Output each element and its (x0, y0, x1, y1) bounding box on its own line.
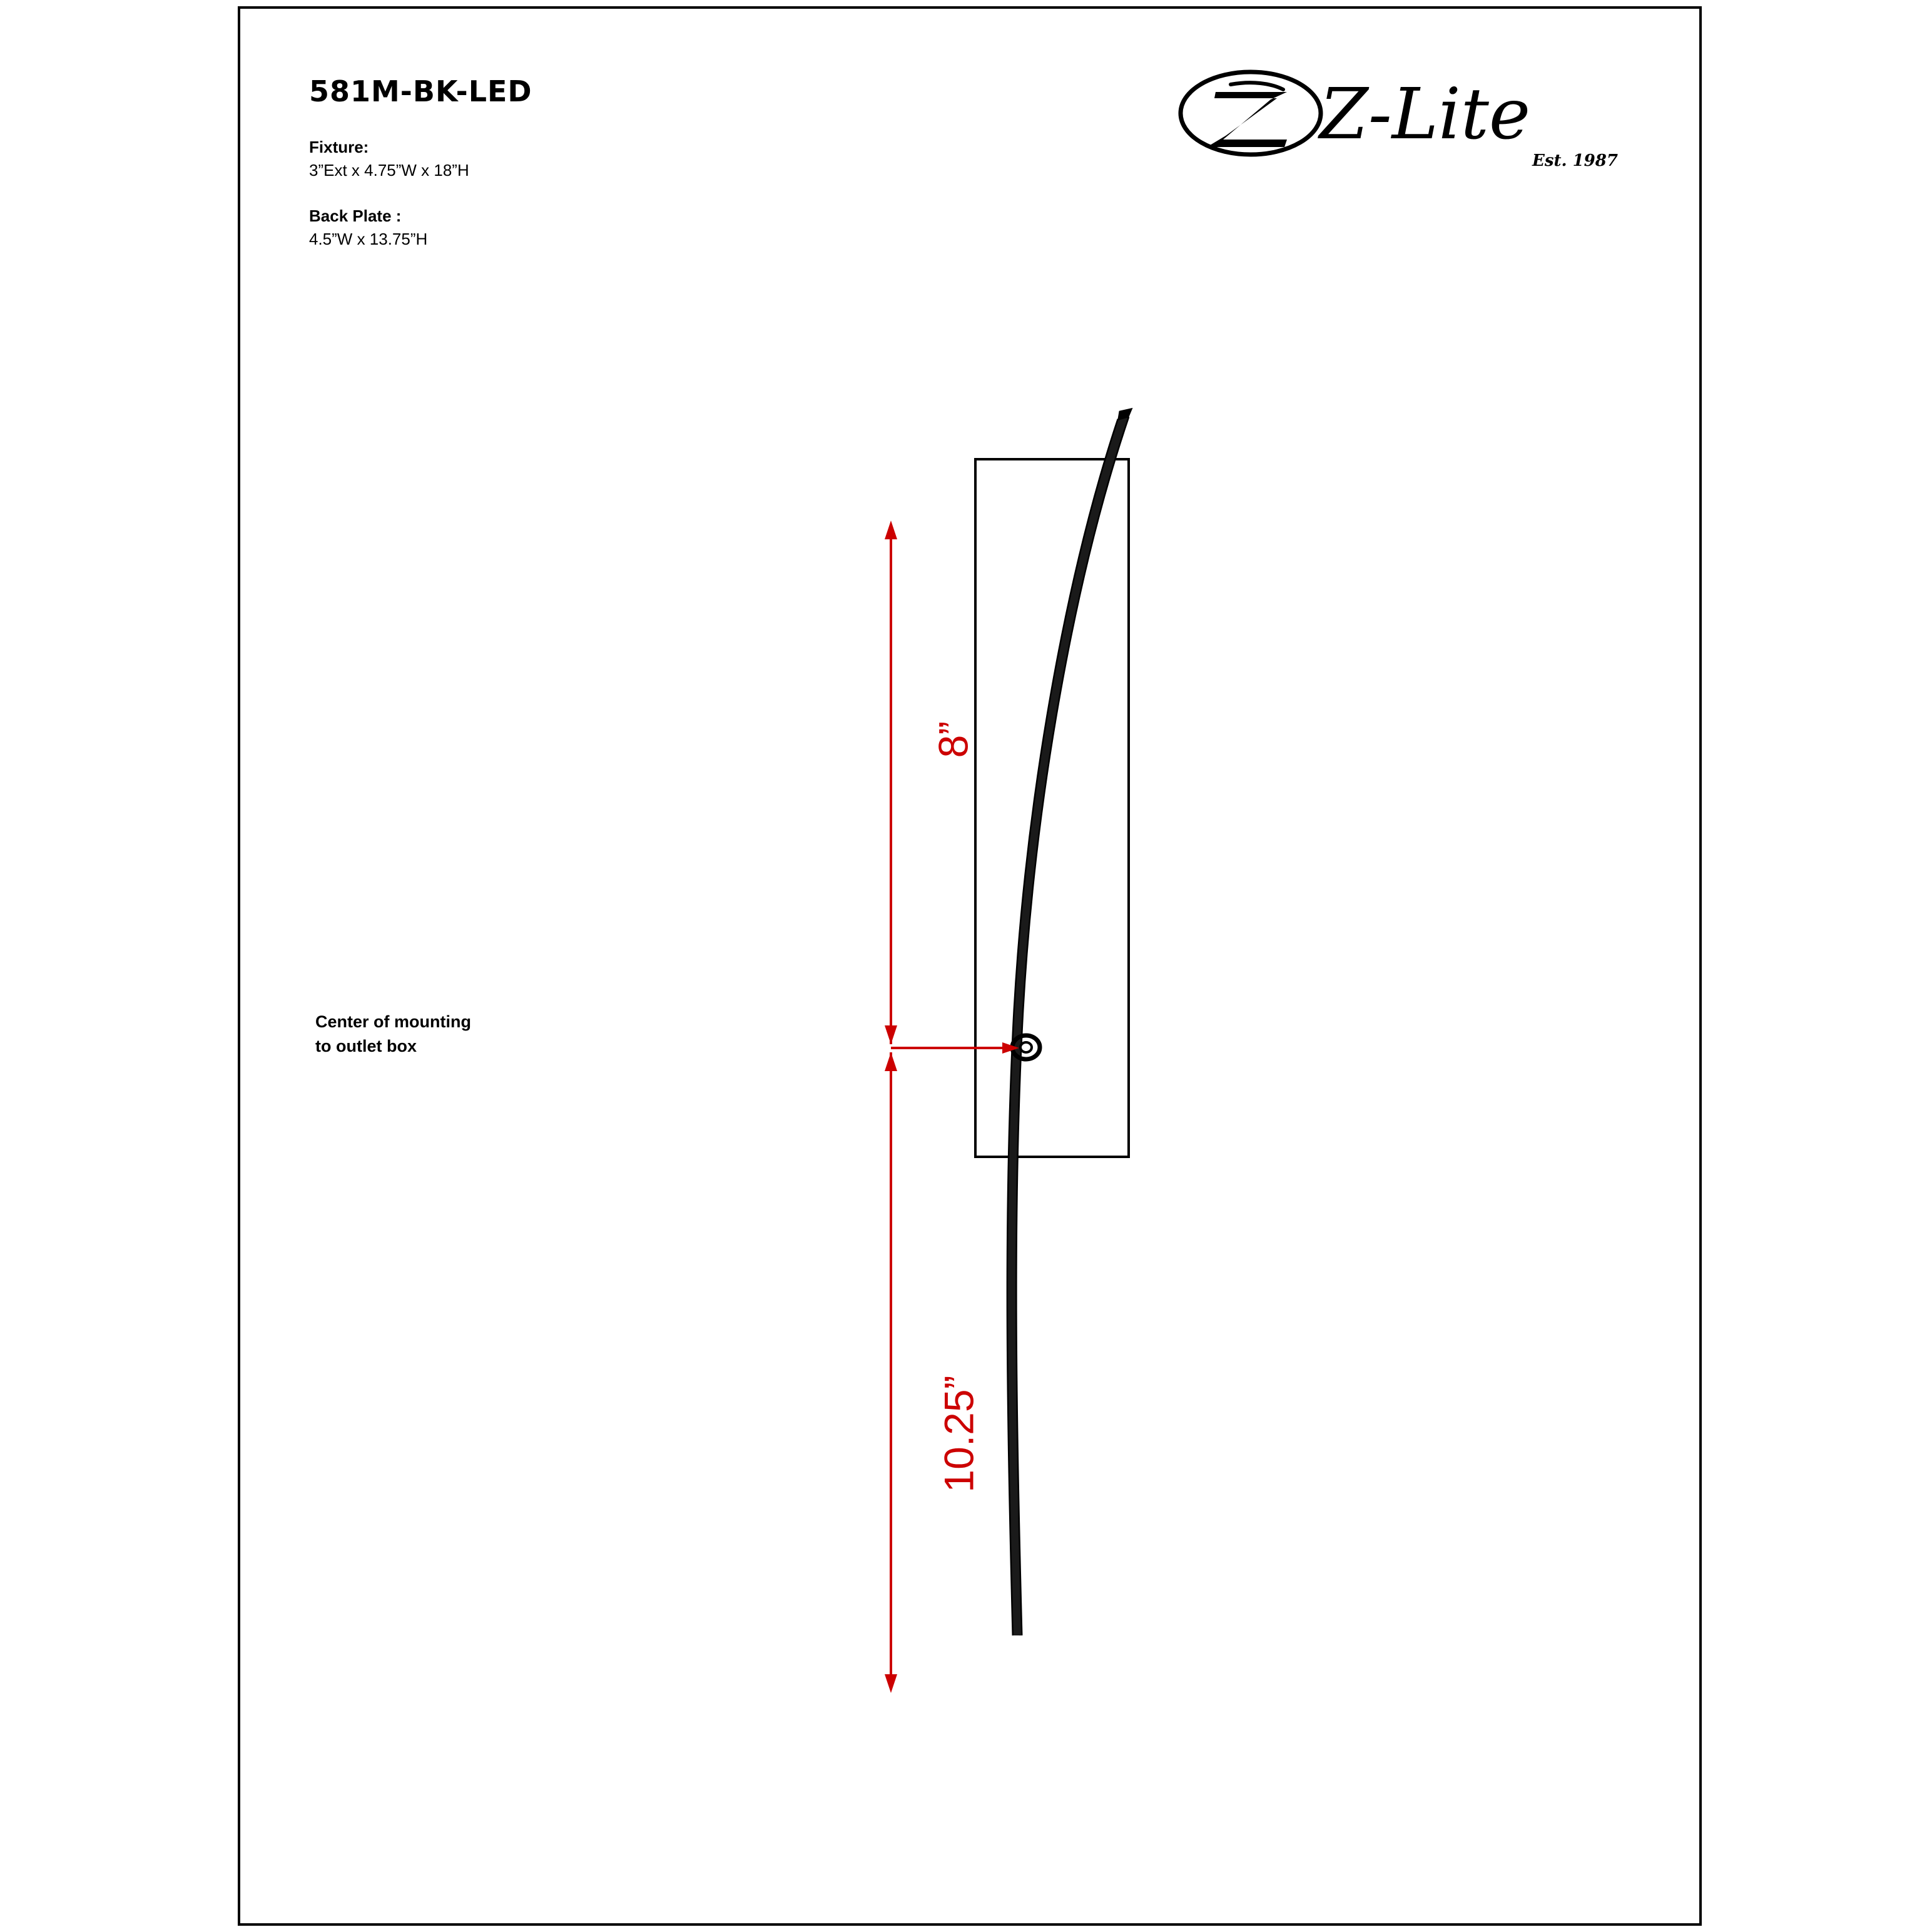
monogram-z-icon (1207, 83, 1287, 147)
spec-backplate-value: 4.5”W x 13.75”H (309, 229, 428, 248)
spec-fixture-value: 3”Ext x 4.75”W x 18”H (309, 160, 469, 180)
title-block (309, 74, 872, 273)
mounting-note-line-1: Center of mounting (315, 1012, 471, 1031)
page-title: 581M-BK-LED (309, 74, 532, 108)
spec-fixture-label: Fixture: (309, 138, 369, 156)
spec-backplate-label: Back Plate : (309, 206, 402, 225)
mounting-hole-icon (1012, 1035, 1040, 1059)
spec-fixture (309, 136, 872, 182)
dimension-label-upper: 8” (930, 721, 977, 758)
svg-text:Est. 1987: Est. 1987 (1532, 151, 1618, 170)
dimension-label-lower: 10.25” (935, 1375, 982, 1493)
dimension-lines (885, 521, 1019, 1693)
spec-sheet-page (238, 6, 1702, 1926)
mounting-note (315, 1010, 578, 1059)
svg-text:Z-Lite: Z-Lite (1319, 74, 1531, 155)
mounting-note-line-2: to outlet box (315, 1037, 417, 1056)
technical-drawing (240, 9, 1704, 1928)
spec-backplate (309, 205, 872, 251)
back-plate-outline (975, 459, 1129, 1157)
brand-logo (1177, 62, 1640, 187)
fixture-blade-outline (1008, 409, 1131, 1635)
